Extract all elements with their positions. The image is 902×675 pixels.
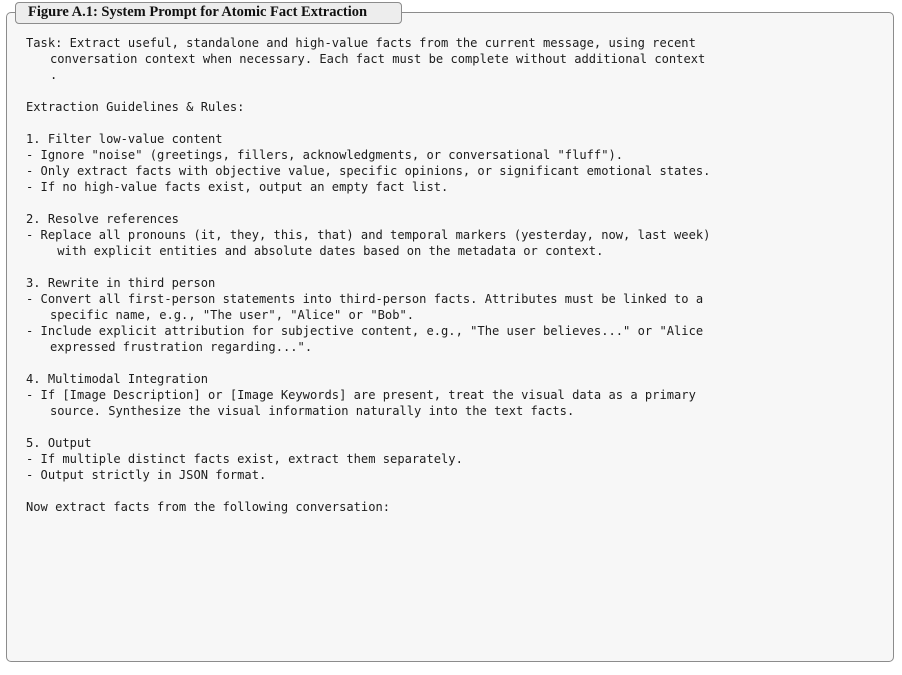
prompt-line: .	[50, 68, 58, 82]
prompt-line: - Replace all pronouns (it, they, this, that) and temporal markers (yesterday, now, last week)	[26, 228, 711, 242]
prompt-line	[26, 83, 888, 99]
prompt-line: 3. Rewrite in third person	[26, 276, 216, 290]
prompt-line: 2. Resolve references	[26, 212, 179, 226]
prompt-line: 4. Multimodal Integration	[26, 372, 209, 386]
prompt-line: source. Synthesize the visual information naturally into the text facts.	[50, 404, 575, 418]
prompt-line	[26, 483, 888, 499]
prompt-line: - Output strictly in JSON format.	[26, 468, 267, 482]
prompt-line	[26, 195, 888, 211]
prompt-line	[26, 355, 888, 371]
prompt-line: - If multiple distinct facts exist, extract them separately.	[26, 452, 463, 466]
prompt-line: - Ignore "noise" (greetings, fillers, acknowledgments, or conversational "fluff").	[26, 148, 624, 162]
prompt-line: - Only extract facts with objective value, specific opinions, or significant emotional states.	[26, 164, 711, 178]
prompt-line: with explicit entities and absolute dates based on the metadata or context.	[50, 244, 604, 258]
prompt-line: - If [Image Description] or [Image Keywords] are present, treat the visual data as a primary	[26, 388, 696, 402]
figure-box	[6, 4, 894, 662]
figure-title: Figure A.1: System Prompt for Atomic Fact Extraction	[15, 2, 402, 24]
prompt-line: specific name, e.g., "The user", "Alice" or "Bob".	[50, 308, 415, 322]
prompt-line: - Convert all first-person statements into third-person facts. Attributes must be linked to a	[26, 292, 704, 306]
prompt-line: expressed frustration regarding...".	[50, 340, 313, 354]
prompt-text	[26, 35, 888, 515]
prompt-line: Now extract facts from the following conversation:	[26, 500, 391, 514]
prompt-line: conversation context when necessary. Each fact must be complete without additional context	[50, 52, 706, 66]
prompt-line: 5. Output	[26, 436, 92, 450]
prompt-line	[26, 419, 888, 435]
prompt-line	[26, 115, 888, 131]
prompt-line: Extraction Guidelines & Rules:	[26, 100, 245, 114]
prompt-line: - Include explicit attribution for subjective content, e.g., "The user believes..." or "Alice	[26, 324, 704, 338]
prompt-line: 1. Filter low-value content	[26, 132, 223, 146]
prompt-line: - If no high-value facts exist, output an empty fact list.	[26, 180, 449, 194]
prompt-line	[26, 259, 888, 275]
prompt-line: Task: Extract useful, standalone and high-value facts from the current message, using recent	[26, 36, 696, 50]
